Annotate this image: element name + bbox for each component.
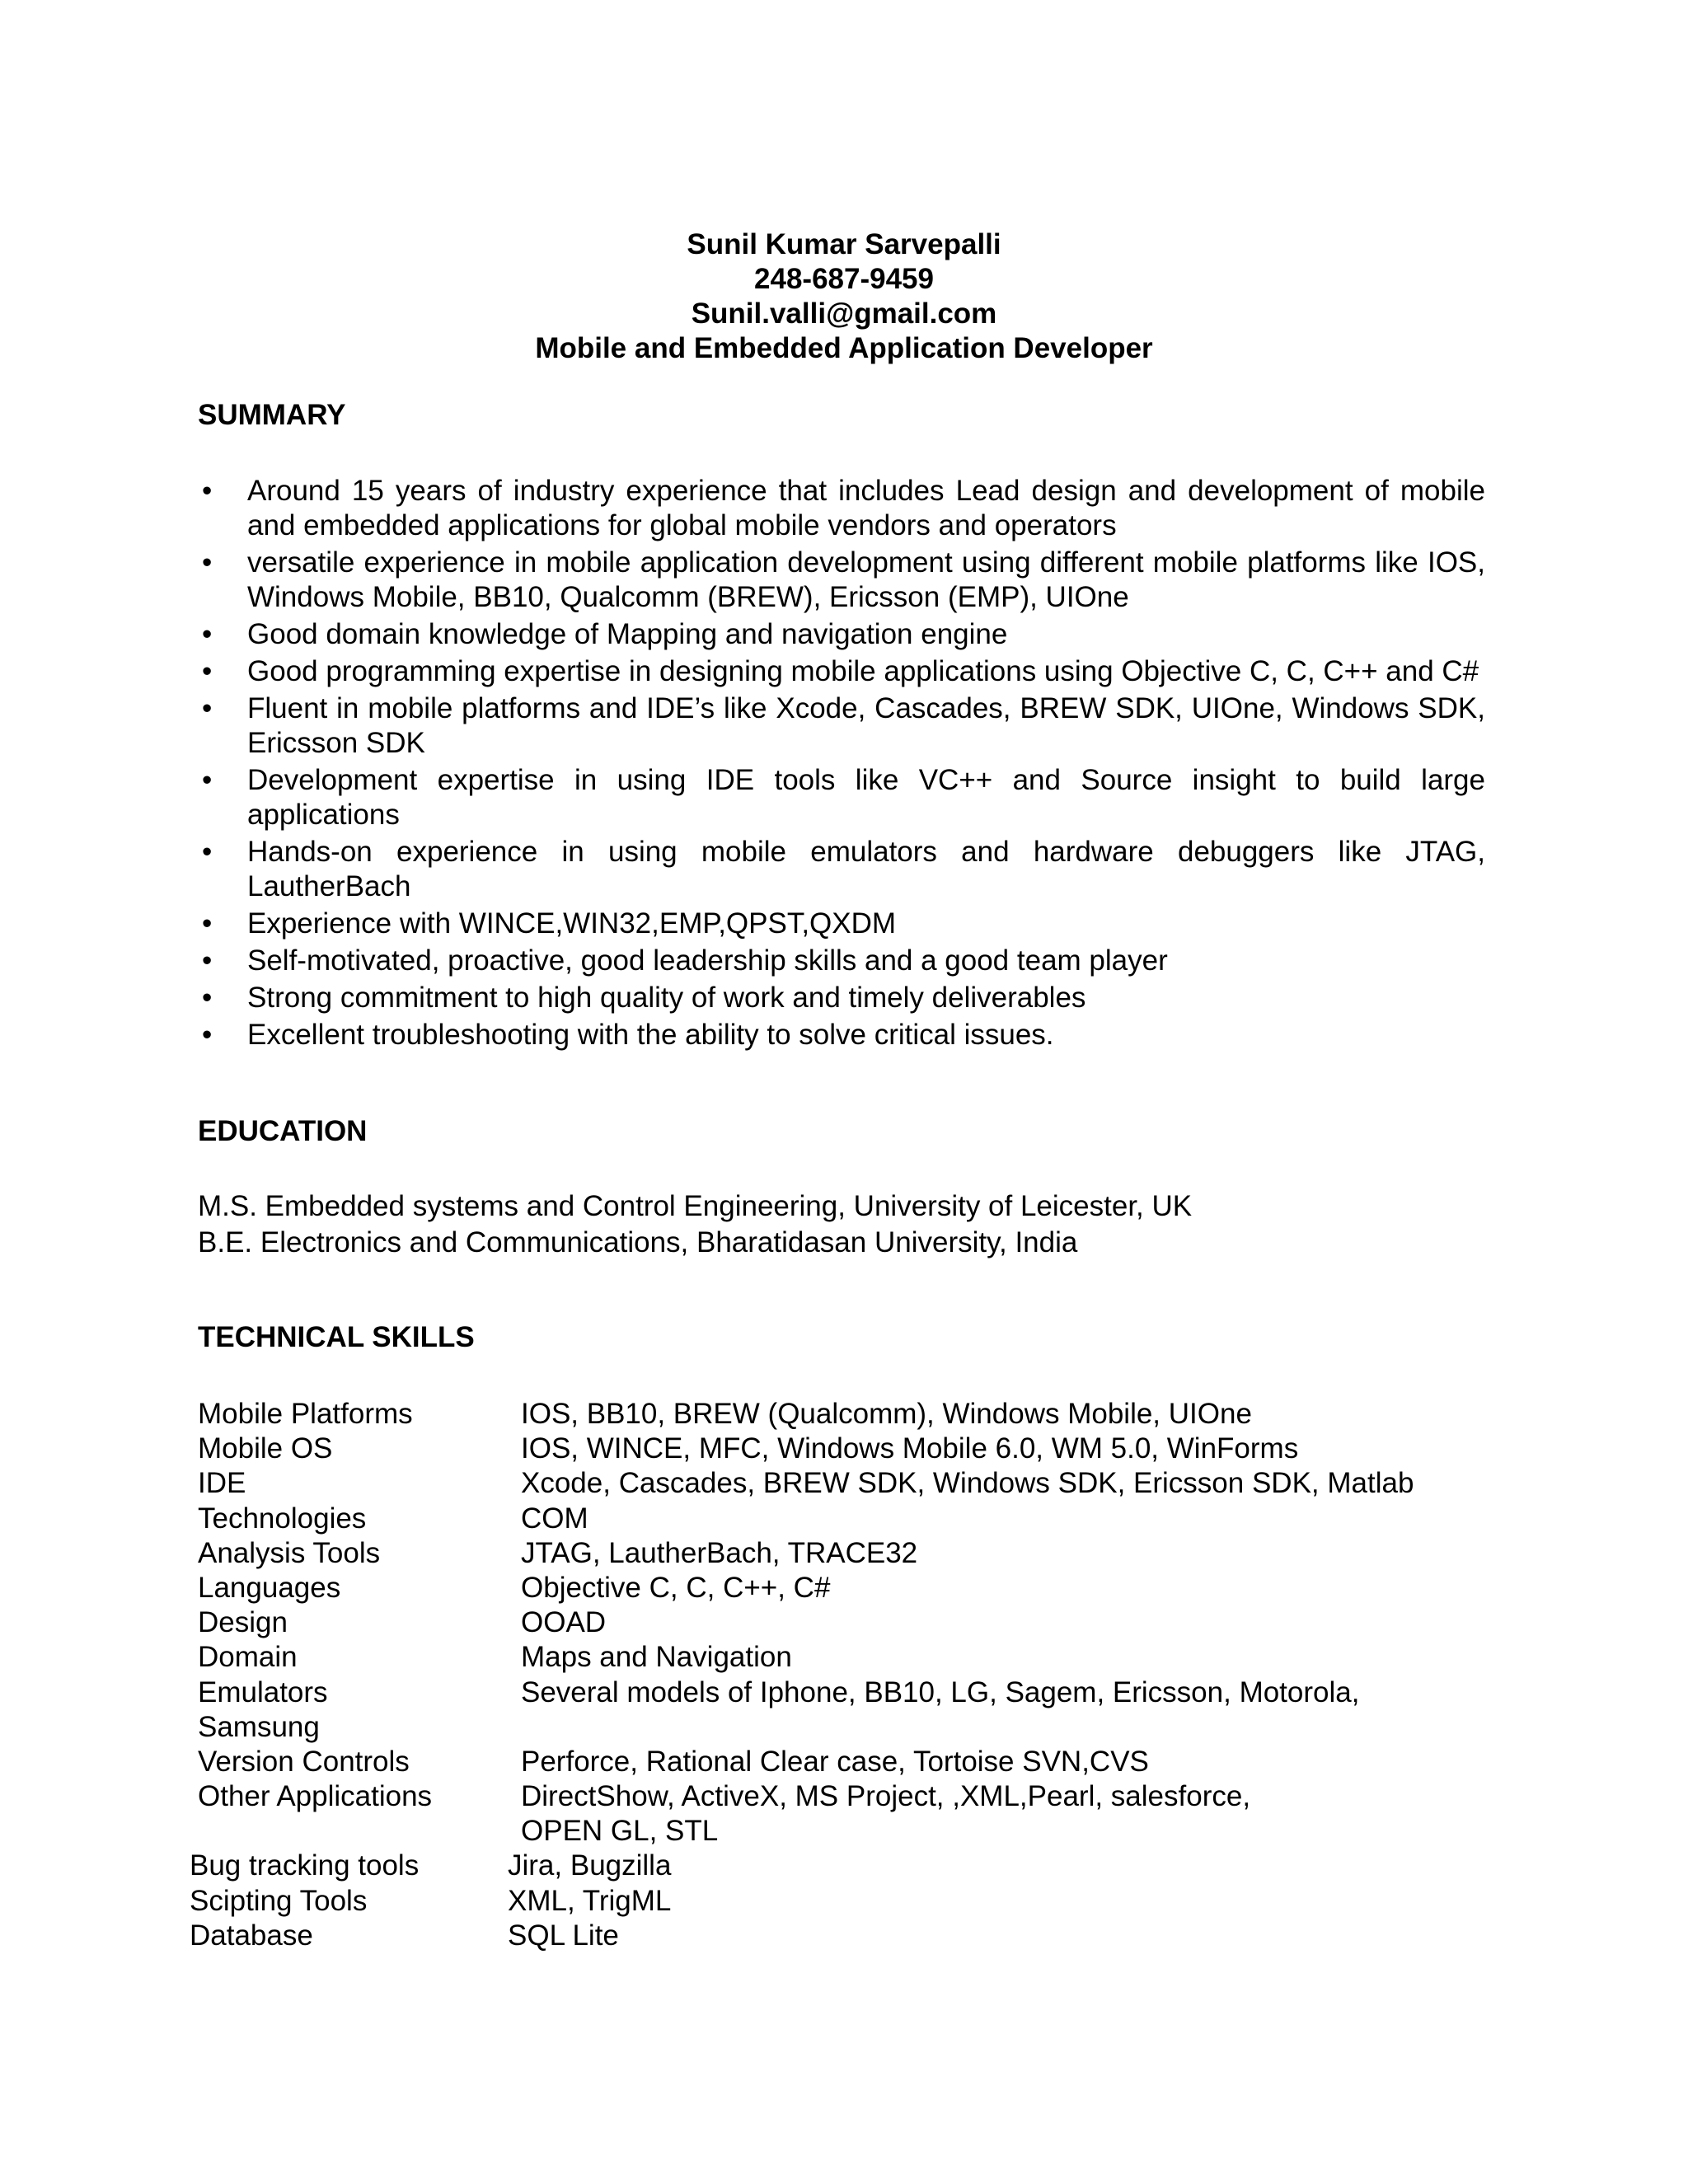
skill-key: Technologies <box>198 1502 367 1535</box>
skill-key: Analysis Tools <box>198 1536 381 1569</box>
skill-key: Design <box>198 1606 288 1639</box>
summary-list <box>198 474 1485 1055</box>
skill-value: IOS, WINCE, MFC, Windows Mobile 6.0, WM 5.0, WinForms <box>521 1432 1299 1465</box>
summary-item: • Good domain knowledge of Mapping and navigation engine <box>202 618 1008 650</box>
skill-value: Perforce, Rational Clear case, Tortoise SVN,CVS <box>521 1745 1149 1778</box>
summary-item: • Hands-on experience in using mobile emulators and hardware debuggers like JTAG, LautherBach <box>202 836 1485 902</box>
skill-value: Xcode, Cascades, BREW SDK, Windows SDK, Ericsson SDK, Matlab <box>521 1467 1414 1500</box>
skill-value: Jira, Bugzilla <box>508 1849 672 1882</box>
bullet-icon: • <box>202 692 213 724</box>
summary-item: • Experience with WINCE,WIN32,EMP,QPST,QXDM <box>202 907 897 940</box>
skill-key: Scipting Tools <box>190 1884 368 1917</box>
skill-key: Database <box>190 1919 313 1952</box>
summary-item: • versatile experience in mobile application development using different mobile platforms like IOS, Windows Mobile, BB10, Qualcomm (BREW), Ericsson (EMP), UIOne <box>202 546 1485 613</box>
bullet-icon: • <box>202 1019 213 1051</box>
education-item: M.S. Embedded systems and Control Engineering, University of Leicester, UK <box>198 1190 1193 1222</box>
skill-key: Other Applications <box>198 1780 433 1813</box>
summary-item: • Excellent troubleshooting with the ability to solve critical issues. <box>202 1019 1054 1051</box>
skill-value: Objective C, C, C++, C# <box>521 1571 831 1604</box>
skill-value: OOAD <box>521 1606 607 1639</box>
bullet-icon: • <box>202 546 213 579</box>
skill-value: XML, TrigML <box>508 1884 672 1917</box>
bullet-icon: • <box>202 907 213 940</box>
bullet-icon: • <box>202 618 213 650</box>
skill-key: Emulators <box>198 1675 328 1708</box>
bullet-icon: • <box>202 655 213 687</box>
summary-item: • Self-motivated, proactive, good leadership skills and a good team player <box>202 944 1168 977</box>
skill-value-continuation: OPEN GL, STL <box>521 1815 719 1848</box>
education-item: B.E. Electronics and Communications, Bharatidasan University, India <box>198 1226 1078 1258</box>
summary-item: • Good programming expertise in designing mobile applications using Objective C, C, C++ and C# <box>202 655 1479 687</box>
summary-heading: SUMMARY <box>198 399 346 431</box>
bullet-icon: • <box>202 475 213 507</box>
summary-item: • Fluent in mobile platforms and IDE’s like Xcode, Cascades, BREW SDK, UIOne, Windows SDK, Ericsson SDK <box>202 692 1485 759</box>
education-heading: EDUCATION <box>198 1115 368 1147</box>
bullet-icon: • <box>202 944 213 977</box>
skill-key: IDE <box>198 1467 246 1500</box>
resume-header <box>0 227 1688 366</box>
summary-item: • Strong commitment to high quality of work and timely deliverables <box>202 982 1086 1014</box>
education-list <box>198 1188 1192 1261</box>
skill-key: Mobile OS <box>198 1432 333 1465</box>
skill-value: DirectShow, ActiveX, MS Project, ,XML,Pearl, salesforce, <box>521 1780 1251 1813</box>
skill-value: Maps and Navigation <box>521 1641 792 1674</box>
skill-value: Several models of Iphone, BB10, LG, Sagem, Ericsson, Motorola, <box>521 1675 1360 1708</box>
skill-key: Domain <box>198 1641 298 1674</box>
skill-value: JTAG, LautherBach, TRACE32 <box>521 1536 918 1569</box>
bullet-icon: • <box>202 982 213 1014</box>
skill-value: COM <box>521 1502 588 1535</box>
skills-heading: TECHNICAL SKILLS <box>198 1321 475 1353</box>
skill-key: Version Controls <box>198 1745 410 1778</box>
candidate-name: Sunil Kumar Sarvepalli <box>687 228 1001 260</box>
skill-value: SQL Lite <box>508 1919 619 1952</box>
skill-key: Mobile Platforms <box>198 1398 413 1430</box>
skill-key-continuation: Samsung <box>198 1710 320 1743</box>
candidate-email: Sunil.valli@gmail.com <box>691 298 997 330</box>
candidate-phone: 248-687-9459 <box>754 263 934 295</box>
summary-item: • Around 15 years of industry experience that includes Lead design and development of mobile and embedded applications for global mobile vendors and operators <box>202 475 1485 541</box>
candidate-title: Mobile and Embedded Application Developer <box>535 332 1153 364</box>
skill-key: Bug tracking tools <box>190 1849 420 1882</box>
skill-value: IOS, BB10, BREW (Qualcomm), Windows Mobile, UIOne <box>521 1398 1252 1430</box>
bullet-icon: • <box>202 836 213 868</box>
bullet-icon: • <box>202 764 213 796</box>
summary-item: • Development expertise in using IDE tools like VC++ and Source insight to build large applications <box>202 764 1485 831</box>
skill-key: Languages <box>198 1571 341 1604</box>
